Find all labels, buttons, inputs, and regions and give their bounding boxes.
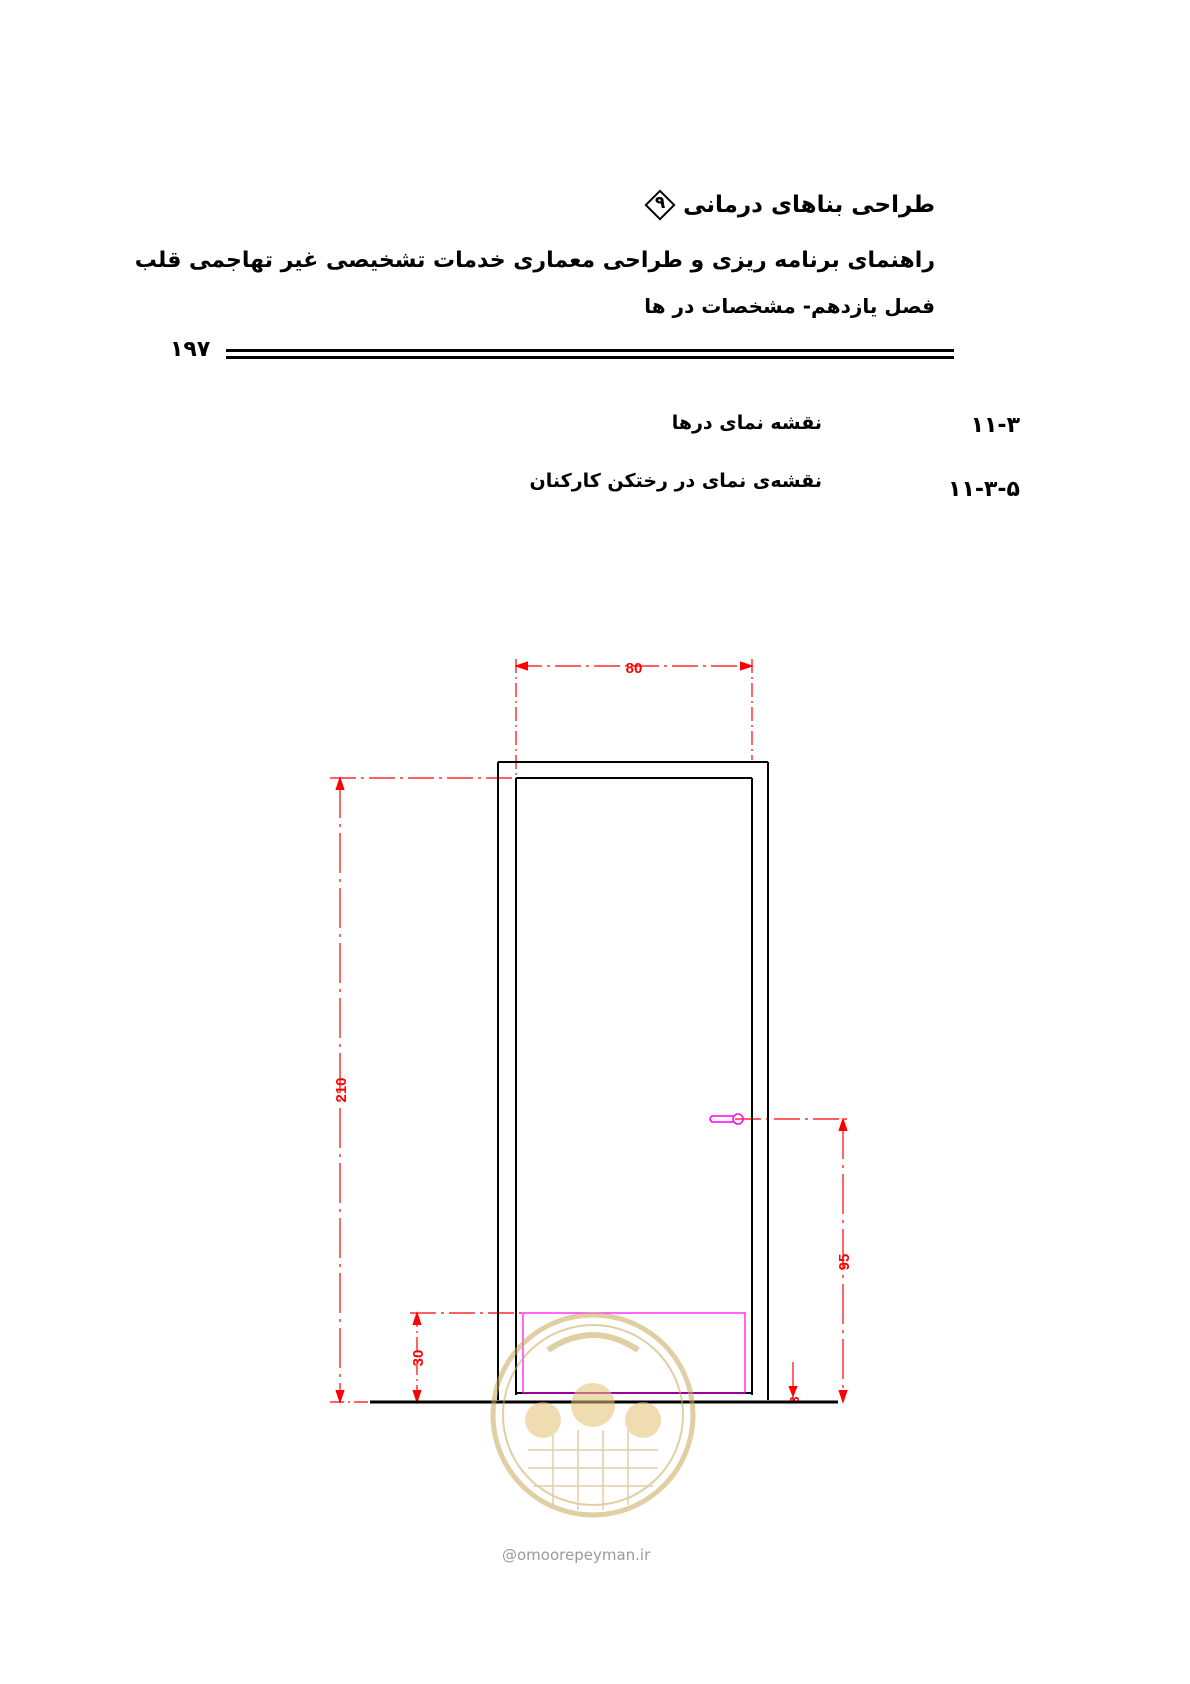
dim-kickplate-label: 30	[410, 1349, 427, 1367]
page-number: ۱۹۷	[170, 337, 211, 362]
dim-height-label: 210	[333, 1077, 350, 1103]
dim-threshold-label: 3	[787, 1396, 802, 1404]
volume-number: ۹	[654, 193, 666, 213]
section-number: ۱۱-۳	[970, 413, 1020, 438]
chapter-title: فصل یازدهم- مشخصات در ها	[644, 294, 935, 318]
threshold-dimension	[789, 1362, 797, 1402]
height-dimension	[330, 778, 516, 1402]
door-frame	[498, 762, 768, 1400]
book-subtitle: راهنمای برنامه ریزی و طراحی معماری خدمات تشخیصی غیر تهاجمی قلب	[134, 248, 935, 273]
subsection-title: نقشه‌ی نمای در رختکن کارکنان	[529, 470, 822, 492]
book-title: طراحی بناهای درمانی	[683, 192, 935, 218]
watermark-seal	[488, 1310, 698, 1520]
subsection-number: ۱۱-۳-۵	[948, 477, 1020, 502]
dim-handle-label: 95	[836, 1253, 853, 1271]
section-title: نقشه نمای درها	[671, 412, 822, 434]
dim-width-label: 80	[625, 660, 643, 677]
watermark-url: @omoorepeyman.ir	[502, 1546, 651, 1564]
